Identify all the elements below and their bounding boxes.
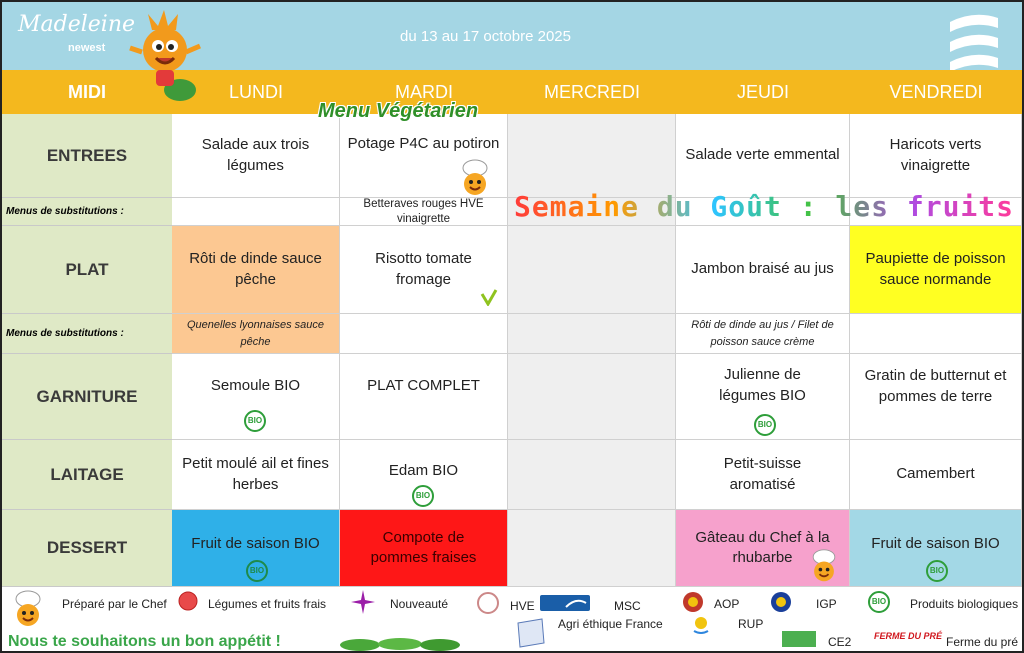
vegetarian-menu-banner: Menu Végétarien <box>318 100 479 122</box>
sub1-monday <box>172 198 340 226</box>
vegetarian-check-icon <box>480 288 498 306</box>
day-monday: LUNDI <box>228 82 283 102</box>
legend-bio: Produits biologiques <box>910 597 1019 611</box>
garniture-wednesday <box>508 354 676 440</box>
legend-igp: IGP <box>816 597 837 611</box>
aop-icon <box>682 591 704 613</box>
msc-logo-icon <box>540 595 590 611</box>
plat-friday: Paupiette de poisson sauce normande <box>850 226 1022 314</box>
laitage-tuesday: Edam BIO <box>340 440 508 510</box>
day-wednesday: MERCREDI <box>543 82 640 102</box>
laitage-monday: Petit moulé ail et fines herbes <box>172 440 340 510</box>
plat-monday: Rôti de dinde sauce pêche <box>172 226 340 314</box>
legend-hve: HVE <box>510 599 535 613</box>
legend-chef: Préparé par le Chef <box>62 597 167 611</box>
greeting-text: Nous te souhaitons un bon appétit ! <box>8 633 281 650</box>
dessert-friday: Fruit de saison BIO <box>850 510 1022 587</box>
garniture-monday: Semoule BIO <box>172 354 340 440</box>
garniture-friday: Gratin de butternut et pommes de terre <box>850 354 1022 440</box>
legend-aop: AOP <box>714 597 740 611</box>
row-label-garniture: GARNITURE <box>2 354 172 440</box>
rup-icon <box>692 615 710 635</box>
substitution-label-1: Menus de substitutions : <box>2 198 172 226</box>
ce2-logo-icon <box>782 631 816 647</box>
taste-week-text: Semaine du Goût : les fruits <box>514 190 1015 223</box>
laitage-friday: Camembert <box>850 440 1022 510</box>
dessert-monday: Fruit de saison BIO <box>172 510 340 587</box>
bio-icon: BIO <box>412 485 434 507</box>
legend-new: Nouveauté <box>390 597 449 611</box>
laitage-thursday: Petit-suisse aromatisé <box>676 440 850 510</box>
midi-label: MIDI <box>68 82 106 102</box>
igp-icon <box>770 591 792 613</box>
chef-icon <box>10 589 46 629</box>
brand-logo: Madeleine <box>18 12 136 37</box>
agri-ethique-icon <box>514 615 548 651</box>
entree-tuesday: Potage P4C au potiron <box>340 114 508 198</box>
garniture-thursday: Julienne de légumes BIO <box>676 354 850 440</box>
legend-msc: MSC <box>614 599 641 613</box>
row-label-plat: PLAT <box>2 226 172 314</box>
leaves-decoration-icon <box>340 637 460 651</box>
taste-week-banner <box>514 190 1014 223</box>
sub2-tuesday <box>340 314 508 354</box>
row-label-laitage: LAITAGE <box>2 440 172 510</box>
ferme-du-pre-logo: FERME DU PRÉ <box>874 631 943 641</box>
laitage-wednesday <box>508 440 676 510</box>
bio-icon: BIO <box>754 414 776 436</box>
sub1-tuesday: Betteraves rouges HVE vinaigrette <box>340 198 508 226</box>
dessert-thursday: Gâteau du Chef à la rhubarbe <box>676 510 850 587</box>
fresh-produce-icon <box>178 591 198 611</box>
sub2-monday: Quenelles lyonnaises sauce pêche <box>172 314 340 354</box>
sub2-friday <box>850 314 1022 354</box>
legend-ce2: CE2 <box>828 635 852 649</box>
mascot-icon <box>122 8 208 104</box>
brand-subtitle: newest <box>68 42 106 54</box>
chef-icon <box>458 158 492 198</box>
legend <box>2 587 1022 653</box>
garniture-tuesday: PLAT COMPLET <box>340 354 508 440</box>
plat-wednesday <box>508 226 676 314</box>
sub2-wednesday <box>508 314 676 354</box>
bio-icon: BIO <box>868 591 890 613</box>
entree-thursday: Salade verte emmental <box>676 114 850 198</box>
wave-logo-icon <box>946 6 1002 80</box>
date-range: du 13 au 17 octobre 2025 <box>400 28 571 45</box>
entree-wednesday <box>508 114 676 198</box>
chef-icon <box>808 548 840 584</box>
legend-agri: Agri éthique France <box>558 617 663 631</box>
legend-ferme: Ferme du pré <box>946 635 1019 649</box>
row-label-entrees: ENTREES <box>2 114 172 198</box>
day-tuesday: MARDI <box>395 82 453 102</box>
sub2-thursday: Rôti de dinde au jus / Filet de poisson sauce crème <box>676 314 850 354</box>
row-label-dessert: DESSERT <box>2 510 172 587</box>
legend-rup: RUP <box>738 617 764 631</box>
star-icon <box>350 589 376 615</box>
dessert-tuesday: Compote de pommes fraises <box>340 510 508 587</box>
dessert-wednesday <box>508 510 676 587</box>
entree-monday: Salade aux trois légumes <box>172 114 340 198</box>
plat-thursday: Jambon braisé au jus <box>676 226 850 314</box>
bio-icon: BIO <box>926 560 948 582</box>
entree-friday: Haricots verts vinaigrette <box>850 114 1022 198</box>
legend-fresh: Légumes et fruits frais <box>208 597 327 611</box>
bio-icon: BIO <box>244 410 266 432</box>
plat-tuesday: Risotto tomate fromage <box>340 226 508 314</box>
bio-icon: BIO <box>246 560 268 582</box>
hve-icon <box>476 591 500 615</box>
day-thursday: JEUDI <box>736 82 789 102</box>
day-friday: VENDREDI <box>889 82 983 102</box>
substitution-label-2: Menus de substitutions : <box>2 314 172 354</box>
